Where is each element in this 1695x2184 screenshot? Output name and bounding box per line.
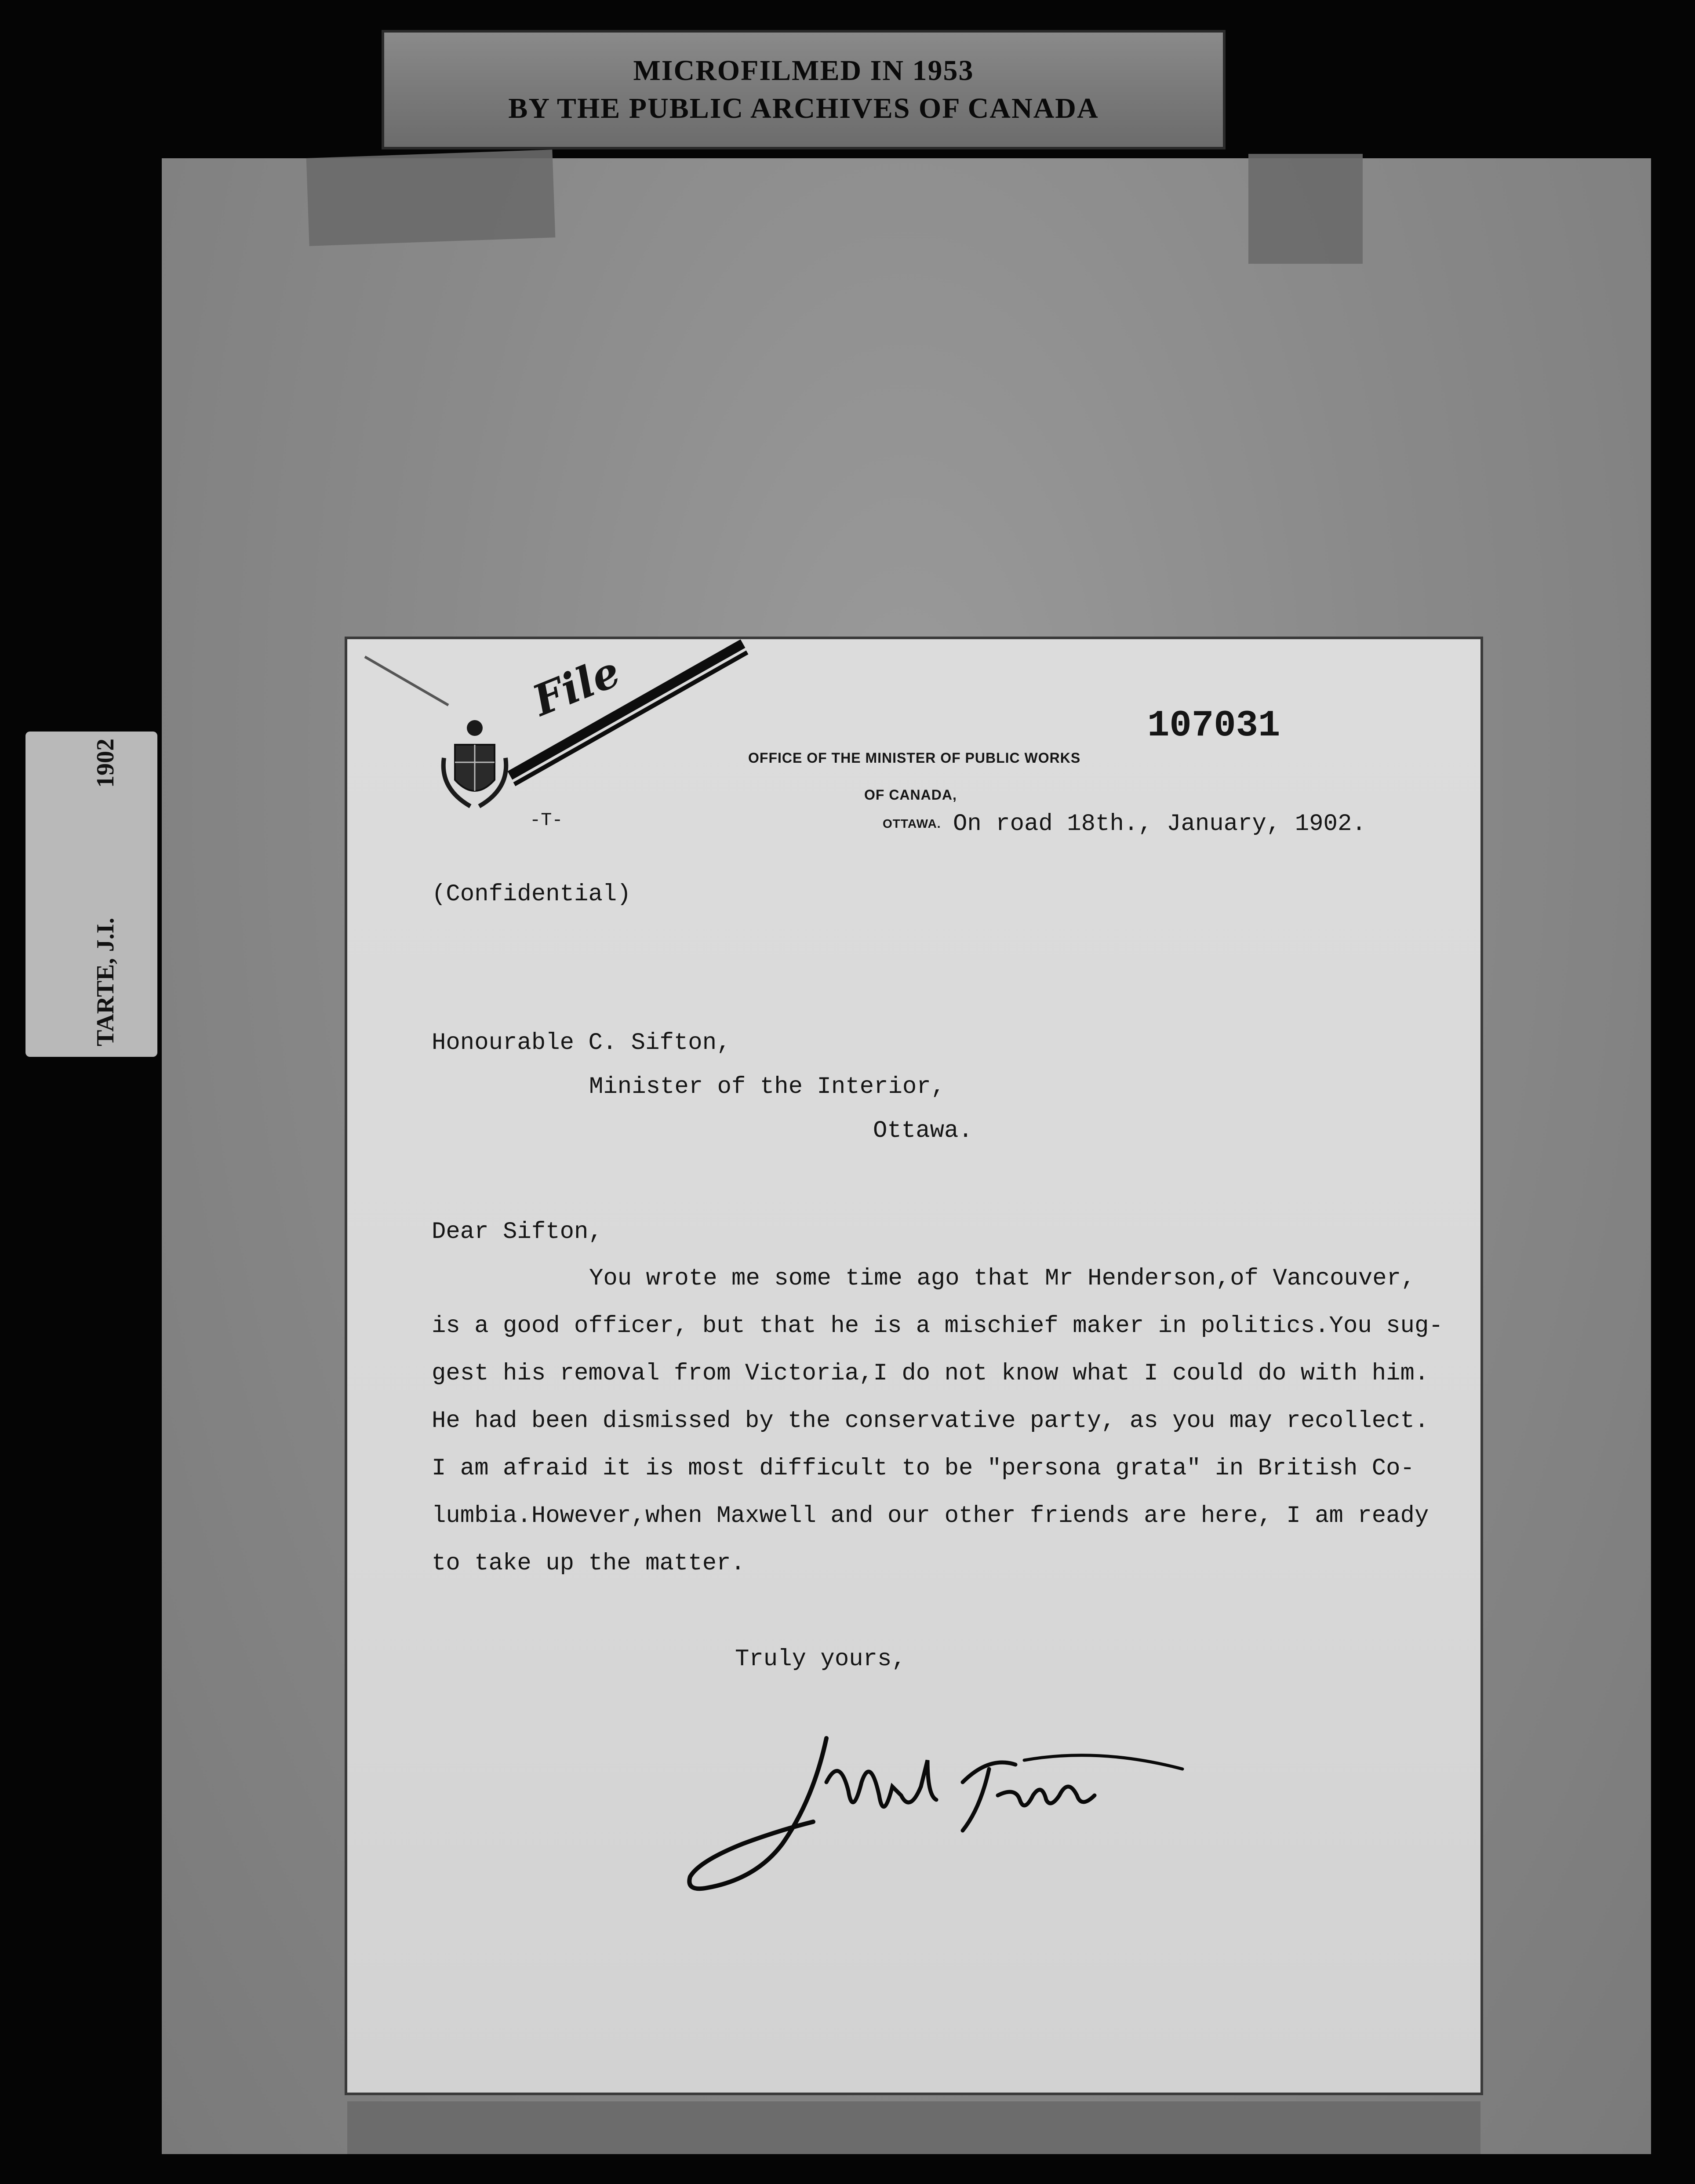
- confidential-mark: (Confidential): [432, 881, 631, 908]
- body-line: is a good officer, but that he is a mischief maker in politics.You sug-: [432, 1313, 1443, 1340]
- letterhead-line-2: OF CANADA,: [864, 787, 957, 803]
- salutation: Dear Sifton,: [432, 1219, 603, 1245]
- closing: Truly yours,: [735, 1646, 906, 1673]
- letter-sheet: [347, 639, 1480, 2093]
- body-line: gest his removal from Victoria,I do not know what I could do with him.: [432, 1360, 1429, 1387]
- letterhead-line-1: OFFICE OF THE MINISTER OF PUBLIC WORKS: [748, 750, 1081, 766]
- archive-side-tab-name: TARTE, J.I.: [92, 917, 119, 1046]
- microfilm-label-line-1: MICROFILMED IN 1953: [633, 55, 974, 87]
- tape-strip-right: [1248, 154, 1363, 264]
- microfilm-label: [382, 30, 1226, 149]
- handwritten-signature: [681, 1729, 1191, 1914]
- crest-mark: -T-: [530, 810, 563, 831]
- microfilm-label-line-2: BY THE PUBLIC ARCHIVES OF CANADA: [508, 92, 1099, 124]
- document-number: 107031: [1147, 705, 1280, 747]
- body-line: to take up the matter.: [432, 1550, 745, 1577]
- archive-side-tab-text: [91, 739, 127, 1046]
- recipient-line-2: Minister of the Interior,: [589, 1074, 946, 1100]
- dateline: On road 18th., January, 1902.: [953, 811, 1366, 837]
- body-line: I am afraid it is most difficult to be "persona grata" in British Co-: [432, 1455, 1415, 1482]
- letterhead-place: OTTAWA.: [883, 817, 941, 830]
- body-line: You wrote me some time ago that Mr Henderson,of Vancouver,: [589, 1265, 1415, 1292]
- bottom-mount-strip: [347, 2101, 1480, 2154]
- file-annotation-handwritten: File: [526, 646, 627, 726]
- body-line: He had been dismissed by the conservative party, as you may recollect.: [432, 1408, 1429, 1434]
- body-line: lumbia.However,when Maxwell and our other friends are here, I am ready: [432, 1503, 1429, 1529]
- recipient-line-1: Honourable C. Sifton,: [432, 1030, 731, 1056]
- tape-strip-left: [306, 149, 556, 246]
- archive-side-tab-year: 1902: [92, 739, 119, 788]
- recipient-line-3: Ottawa.: [873, 1117, 973, 1144]
